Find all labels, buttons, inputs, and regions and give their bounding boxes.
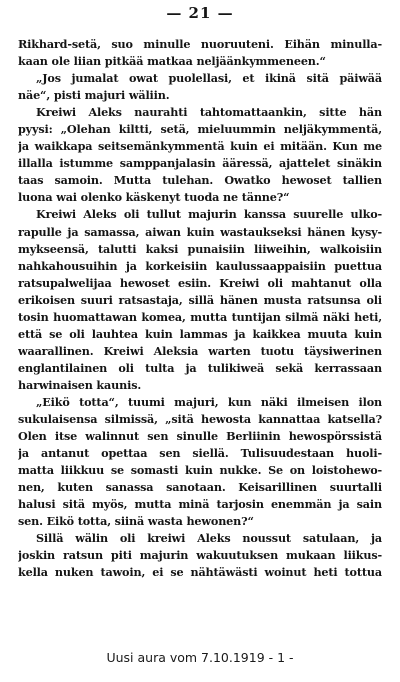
text-line: taas samoin. Mutta tulehan. Owatko hewoset tallien	[18, 173, 382, 188]
text-line: ja antanut opettaa sen siellä. Tulisuudestaan huoli-	[18, 446, 382, 461]
text-line: Sillä wälin oli kreiwi Aleks noussut satulaan, ja	[36, 531, 382, 546]
text-line: ja waikkapa seitsemänkymmentä kuin ei mitään. Kun me	[18, 139, 382, 154]
text-line: luona wai olenko käskenyt tuoda ne tänne?“	[18, 190, 290, 205]
text-line: „Jos jumalat owat puolellasi, et ikinä sitä päiwää	[36, 71, 382, 86]
text-line: ratsupalwelijaa hewoset esiin. Kreiwi oli mahtanut olla	[18, 275, 382, 290]
text-line: mykseensä, talutti kaksi punaisiin liiweihin, walkoisiin	[18, 241, 382, 256]
text-line: matta liikkuu se somasti kuin nukke. Se on loistohewo-	[18, 463, 382, 478]
text-line: kaan ole liian pitkää matkaa neljäänkymmeneen.“	[18, 54, 326, 69]
text-line: illalla istumme samppanjalasin ääressä, ajattelet sinäkin	[18, 156, 382, 171]
source-caption: Uusi aura vom 7.10.1919 - 1 -	[106, 650, 294, 665]
text-line: halusi sitä myös, mutta minä tarjosin enemmän ja sain	[18, 497, 382, 512]
text-line: waarallinen. Kreiwi Aleksia warten tuotu täysiwerinen	[18, 343, 382, 358]
text-line: rapulle ja samassa, aiwan kuin wastaukseksi hänen kysy-	[18, 224, 382, 239]
body-text	[18, 36, 382, 582]
page-number: — 21 —	[166, 4, 234, 22]
text-line: joskin ratsun piti majurin wakuutuksen mukaan liikus-	[18, 548, 382, 563]
text-line: erikoisen suuri ratsastaja, sillä hänen musta ratsunsa oli	[18, 292, 382, 307]
text-line: Kreiwi Aleks naurahti tahtomattaankin, sitte hän	[36, 105, 382, 120]
text-line: englantilainen oli tulta ja tulikiweä sekä kerrassaan	[18, 360, 382, 375]
text-line: kella nuken tawoin, ei se nähtäwästi woinut heti tottua	[18, 565, 382, 580]
text-line: Olen itse walinnut sen sinulle Berliinin hewospörssistä	[18, 429, 382, 444]
text-line: sen. Eikö totta, siinä wasta hewonen?“	[18, 514, 254, 529]
text-line: että se oli lauhtea kuin lammas ja kaikkea muuta kuin	[18, 326, 382, 341]
text-line: näe“, pisti majuri wäliin.	[18, 88, 170, 103]
text-line: nen, kuten sanassa sanotaan. Keisarillinen suurtalli	[18, 480, 382, 495]
text-line: pyysi: „Olehan kiltti, setä, mieluummin neljäkymmentä,	[18, 122, 382, 137]
text-line: „Eikö totta“, tuumi majuri, kun näki ilmeisen ilon	[36, 394, 382, 409]
text-line: sukulaisensa silmissä, „sitä hewosta kannattaa katsella?	[18, 412, 382, 427]
text-line: nahkahousuihin ja korkeisiin kaulussaappaisiin puettua	[18, 258, 382, 273]
text-line: harwinaisen kaunis.	[18, 377, 142, 392]
text-line: Kreiwi Aleks oli tullut majurin kanssa suurelle ulko-	[36, 207, 382, 222]
text-line: tosin huomattawan komea, mutta tuntijan silmä näki heti,	[18, 309, 382, 324]
text-line: Rikhard-setä, suo minulle nuoruuteni. Eihän minulla-	[18, 37, 382, 51]
